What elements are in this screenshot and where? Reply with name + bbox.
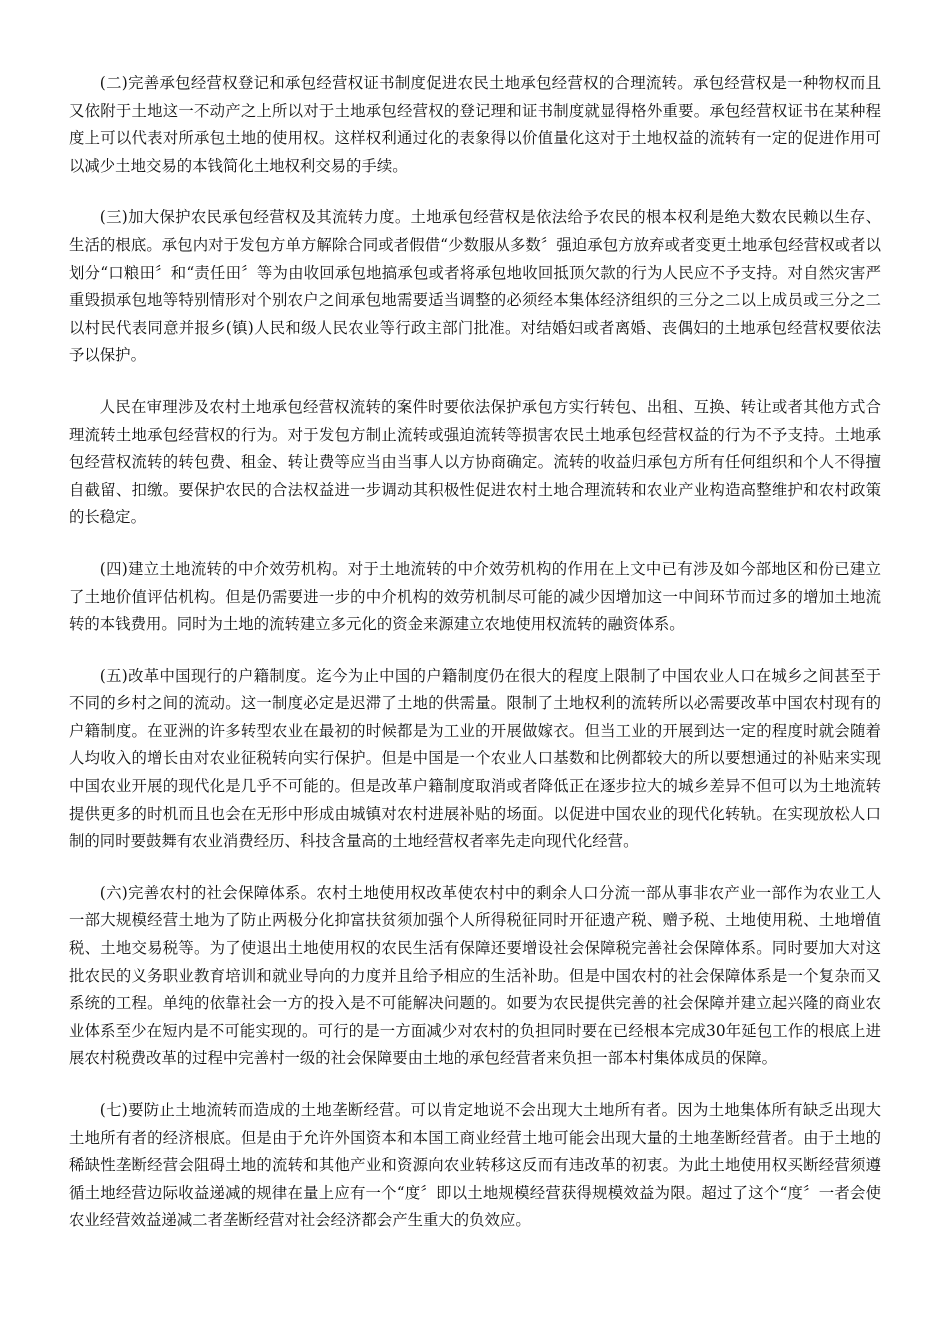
paragraph-section-4: (四)建立土地流转的中介效劳机构。对于土地流转的中介效劳机构的作用在上文中已有涉及如今部地区和份已建立了土地价值评估机构。但是仍需要进一步的中介机构的效劳机制尽可能的减少因增加这一中间环节而过多的增加土地流转的本钱费用。同时为土地的流转建立多元化的资金来源建立农地使用权流转的融资体系。	[69, 559, 881, 634]
document-body	[69, 70, 881, 1259]
paragraph-section-7: (七)要防止土地流转而造成的土地垄断经营。可以肯定地说不会出现大土地所有者。因为土地集体所有缺乏出现大土地所有者的经济根底。但是由于允许外国资本和本国工商业经营土地可能会出现大量的土地垄断经营者。由于土地的稀缺性垄断经营会阻碍土地的流转和其他产业和资源向农业转移这反而有违改革的初衷。为此土地使用权买断经营须遵循土地经营边际收益递减的规律在量上应有一个“度〞即以土地规模经营获得规模效益为限。超过了这个“度〞一者会使农业经营效益递减二者垄断经营对社会经济都会产生重大的负效应。	[69, 1101, 881, 1230]
paragraph-court-protection: 人民在审理涉及农村土地承包经营权流转的案件时要依法保护承包方实行转包、出租、互换、转让或者其他方式合理流转土地承包经营权的行为。对于发包方制止流转或强迫流转等损害农民土地承包经营权益的行为不予支持。土地承包经营权流转的转包费、租金、转让费等应当由当事人以方协商确定。流转的收益归承包方所有任何组织和个人不得擅自截留、扣缴。要保护农民的合法权益进一步调动其积极性促进农村土地合理流转和农业产业构造高整维护和农村政策的长稳定。	[69, 397, 881, 527]
paragraph-section-6: (六)完善农村的社会保障体系。农村土地使用权改革使农村中的剩余人口分流一部从事非农产业一部作为农业工人一部大规模经营土地为了防止两极分化抑富扶贫须加强个人所得税征同时开征遗产税、赠予税、土地使用税、土地增值税、土地交易税等。为了使退出土地使用权的农民生活有保障还要增设社会保障税完善社会保障体系。同时要加大对这批农民的义务职业教育培训和就业导向的力度并且给予相应的生活补助。但是中国农村的社会保障体系是一个复杂而又系统的工程。单纯的依靠社会一方的投入是不可能解决问题的。如要为农民提供完善的社会保障并建立起兴隆的商业农业体系至少在短内是不可能实现的。可行的是一方面减少对农村的负担同时要在已经根本完成30年延包工作的根底上进展农村税费改革的过程中完善村一级的社会保障要由土地的承包经营者来负担一部本村集体成员的保障。	[69, 883, 881, 1068]
paragraph-section-3: (三)加大保护农民承包经营权及其流转力度。土地承包经营权是依法给予农民的根本权利是绝大数农民赖以生存、生活的根底。承包内对于发包方单方解除合同或者假借“少数服从多数〞强迫承包方放弃或者变更土地承包经营权或者以划分“口粮田〞和“责任田〞等为由收回承包地搞承包或者将承包地收回抵顶欠款的行为人民应不予支持。对自然灾害严重毁损承包地等特别情形对个别农户之间承包地需要适当调整的必须经本集体经济组织的三分之二以上成员或三分之二以村民代表同意并报乡(镇)人民和级人民农业等行政主部门批准。对结婚妇或者离婚、丧偶妇的土地承包经营权要依法予以保护。	[69, 208, 881, 365]
paragraph-section-5: (五)改革中国现行的户籍制度。迄今为止中国的户籍制度仍在很大的程度上限制了中国农业人口在城乡之间甚至于不同的乡村之间的流动。这一制度必定是迟滞了土地的供需量。限制了土地权利的流转所以必需要改革中国农村现有的户籍制度。在亚洲的许多转型农业在最初的时候都是为工业的开展做嫁衣。但当工业的开展到达一定的程度时就会随着人均收入的增长由对农业征税转向实行保护。但是中国是一个农业人口基数和比例都较大的所以要想通过的补贴来实现中国农业开展的现代化是几乎不可能的。但是改革户籍制度取消或者降低正在逐步拉大的城乡差异不但可以为土地流转提供更多的时机而且也会在无形中形成由城镇对农村进展补贴的场面。以促进中国农业的现代化转轨。在实现放松人口制的同时要鼓舞有农业消费经历、科技含量高的土地经营权者率先走向现代化经营。	[69, 666, 881, 851]
paragraph-section-2: (二)完善承包经营权登记和承包经营权证书制度促进农民土地承包经营权的合理流转。承包经营权是一种物权而且又依附于土地这一不动产之上所以对于土地承包经营权的登记理和证书制度就显得格外重要。承包经营权证书在某种程度上可以代表对所承包土地的使用权。这样权利通过化的表象得以价值量化这对于土地权益的流转有一定的促进作用可以减少土地交易的本钱简化土地权利交易的手续。	[69, 74, 881, 175]
